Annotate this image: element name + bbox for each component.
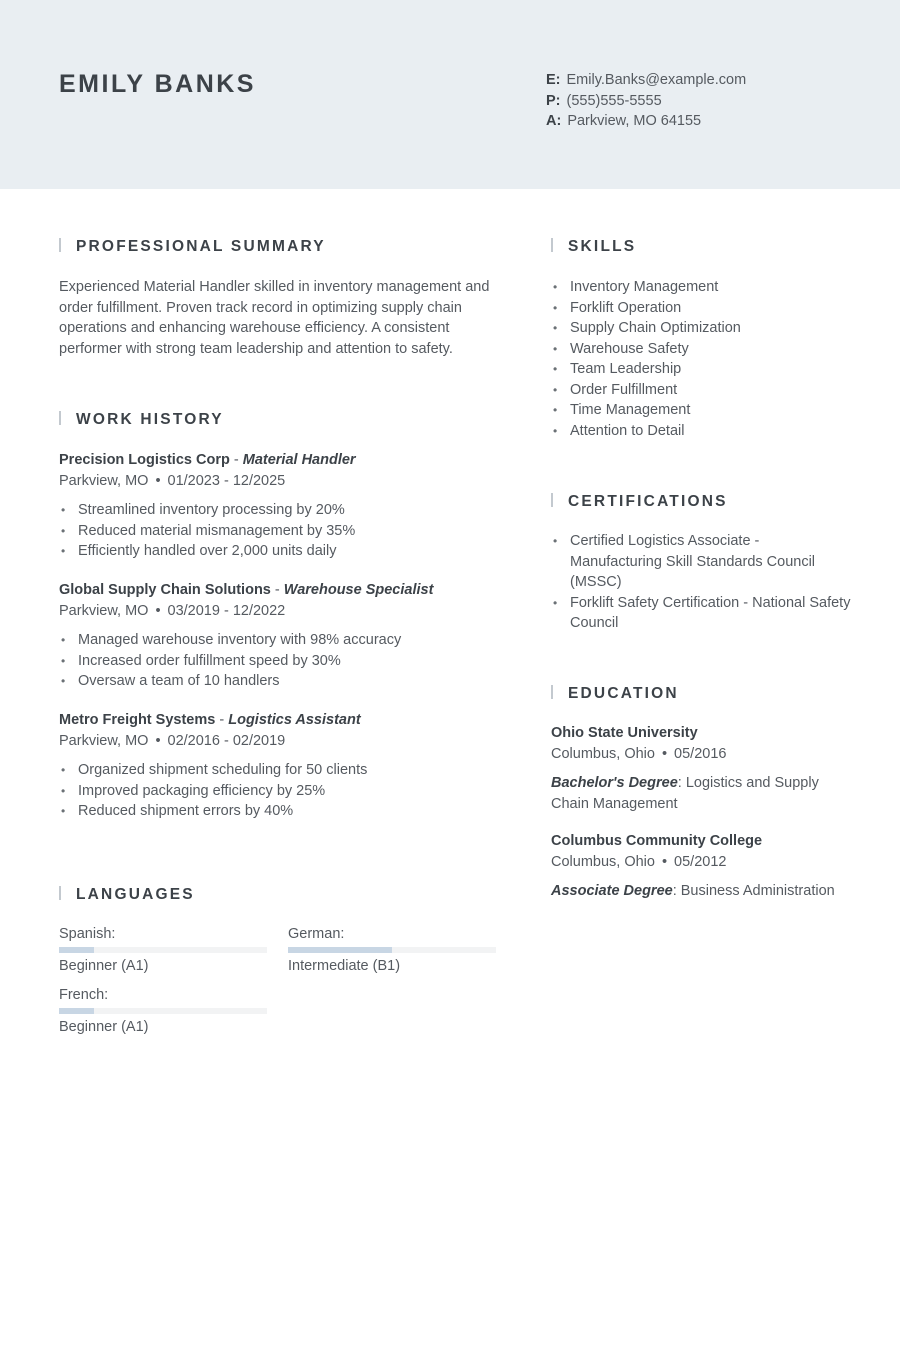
school-meta: Columbus, Ohio • 05/2016 — [551, 745, 727, 762]
job-header: Precision Logistics Corp - Material Handler — [59, 452, 356, 468]
language-item — [288, 924, 496, 976]
job-bullet: • Efficiently handled over 2,000 units daily — [59, 541, 509, 562]
language-proficiency-bar — [59, 947, 267, 953]
language-proficiency-bar — [59, 1008, 267, 1014]
skill-item: • Inventory Management — [551, 277, 851, 298]
language-level: Beginner (A1) — [59, 1019, 149, 1035]
heading-accent-bar — [59, 411, 61, 425]
job-bullet: • Reduced shipment errors by 40% — [59, 801, 509, 822]
certifications-heading: CERTIFICATIONS — [551, 493, 728, 511]
language-item — [59, 924, 267, 976]
language-level: Beginner (A1) — [59, 958, 149, 974]
skill-item: • Time Management — [551, 400, 851, 421]
job-bullet: • Organized shipment scheduling for 50 clients — [59, 760, 509, 781]
job-meta: Parkview, MO • 02/2016 - 02/2019 — [59, 732, 286, 749]
job-role: Material Handler — [242, 452, 356, 468]
work-history-heading: WORK HISTORY — [59, 411, 224, 429]
school-name: Ohio State University — [551, 725, 698, 741]
heading-accent-bar — [59, 238, 61, 252]
education-entry — [551, 723, 851, 814]
degree: Associate Degree: Business Administration — [551, 883, 835, 899]
phone-value[interactable]: (555)555-5555 — [566, 92, 662, 109]
skills-heading: SKILLS — [551, 238, 636, 256]
language-name: Spanish: — [59, 926, 116, 942]
language-proficiency-fill — [59, 947, 94, 953]
skill-item: • Forklift Operation — [551, 298, 851, 319]
languages-heading: LANGUAGES — [59, 886, 195, 904]
language-proficiency-fill — [288, 947, 392, 953]
job-header: Global Supply Chain Solutions - Warehouse Specialist — [59, 582, 434, 598]
contact-phone: P: (555)555-5555 — [546, 92, 662, 109]
school-meta: Columbus, Ohio • 05/2012 — [551, 853, 727, 870]
skill-item: • Supply Chain Optimization — [551, 318, 851, 339]
heading-accent-bar — [551, 685, 553, 699]
skill-item: • Order Fulfillment — [551, 380, 851, 401]
job-meta: Parkview, MO • 01/2023 - 12/2025 — [59, 472, 286, 489]
heading-accent-bar — [551, 238, 553, 252]
language-level: Intermediate (B1) — [288, 958, 401, 974]
contact-info — [546, 70, 746, 132]
job-company: Global Supply Chain Solutions — [59, 582, 271, 598]
degree: Bachelor's Degree: Logistics and Supply Chain Management — [551, 775, 819, 812]
job-bullet: • Increased order fulfillment speed by 30% — [59, 651, 509, 672]
certification-item: • Forklift Safety Certification - National Safety Council — [551, 593, 851, 634]
language-item — [59, 985, 267, 1037]
contact-address: A: Parkview, MO 64155 — [546, 113, 702, 129]
job-bullet: • Managed warehouse inventory with 98% accuracy — [59, 630, 509, 651]
address-value: Parkview, MO 64155 — [567, 113, 702, 129]
summary-text: Experienced Material Handler skilled in inventory management and order fulfillment. Proven track record in optimizing supply chain operations and enhancing warehouse efficiency. A consistent performer with strong team leadership and attention to safety. — [59, 279, 490, 357]
job-role: Logistics Assistant — [228, 712, 361, 728]
job-entry — [59, 450, 509, 562]
job-bullet: • Reduced material mismanagement by 35% — [59, 521, 509, 542]
job-role: Warehouse Specialist — [283, 582, 434, 598]
education-entry — [551, 831, 851, 902]
language-name: French: — [59, 987, 109, 1003]
skill-item: • Warehouse Safety — [551, 339, 851, 360]
language-proficiency-bar — [288, 947, 496, 953]
job-header: Metro Freight Systems - Logistics Assistant — [59, 712, 361, 728]
job-entry — [59, 710, 509, 822]
certification-item: • Certified Logistics Associate - Manufacturing Skill Standards Council (MSSC) — [551, 531, 851, 593]
job-bullet: • Improved packaging efficiency by 25% — [59, 781, 509, 802]
skill-item: • Attention to Detail — [551, 421, 851, 442]
job-bullets — [59, 630, 509, 692]
job-entry — [59, 580, 509, 692]
language-proficiency-fill — [59, 1008, 94, 1014]
heading-accent-bar — [551, 493, 553, 507]
job-bullets — [59, 500, 509, 562]
job-bullet: • Streamlined inventory processing by 20% — [59, 500, 509, 521]
certifications-list — [551, 531, 851, 634]
email-value[interactable]: Emily.Banks@example.com — [566, 72, 747, 88]
contact-email: E: Emily.Banks@example.com — [546, 72, 747, 88]
job-company: Precision Logistics Corp — [59, 452, 230, 468]
heading-accent-bar — [59, 886, 61, 900]
summary-heading: PROFESSIONAL SUMMARY — [59, 238, 326, 256]
language-name: German: — [288, 926, 345, 942]
job-bullets — [59, 760, 509, 822]
job-company: Metro Freight Systems — [59, 712, 216, 728]
candidate-name: EMILY BANKS — [59, 70, 256, 98]
skills-list — [551, 277, 851, 441]
education-heading: EDUCATION — [551, 685, 679, 703]
job-meta: Parkview, MO • 03/2019 - 12/2022 — [59, 602, 286, 619]
school-name: Columbus Community College — [551, 833, 763, 849]
skill-item: • Team Leadership — [551, 359, 851, 380]
job-bullet: • Oversaw a team of 10 handlers — [59, 671, 509, 692]
